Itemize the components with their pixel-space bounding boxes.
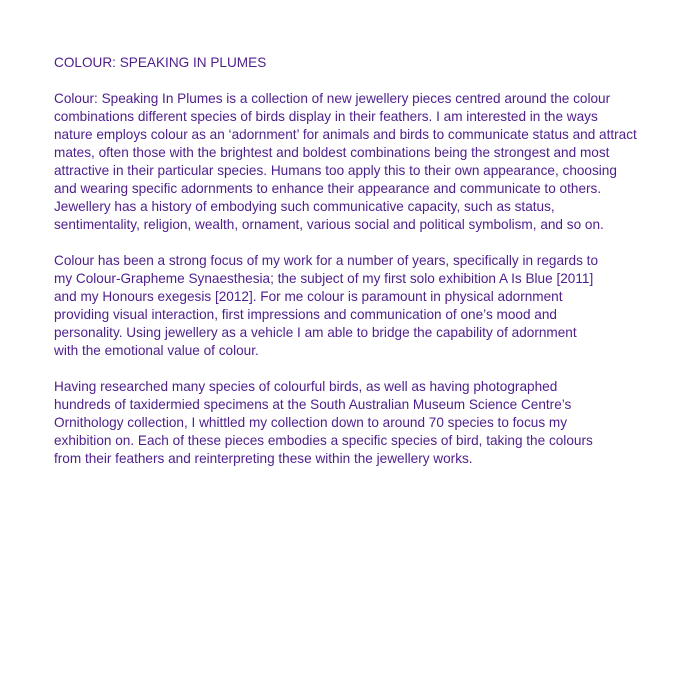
text-line: from their feathers and reinterpreting these within the jewellery works. (54, 451, 473, 466)
paragraph-colour-focus (54, 252, 664, 360)
text-line: personality. Using jewellery as a vehicle I am able to bridge the capability of adornment (54, 325, 577, 340)
text-line: Jewellery has a history of embodying such communicative capacity, such as status, (54, 199, 555, 214)
text-line: Colour has been a strong focus of my work for a number of years, specifically in regards to (54, 253, 599, 268)
text-line: Colour: Speaking In Plumes is a collection of new jewellery pieces centred around the colour (54, 91, 611, 106)
text-line: providing visual interaction, first impressions and communication of one’s mood and (54, 307, 557, 322)
text-line: hundreds of taxidermied specimens at the South Australian Museum Science Centre’s (54, 397, 572, 412)
text-line: my Colour-Grapheme Synaesthesia; the subject of my first solo exhibition A Is Blue [2011] (54, 271, 594, 286)
text-line: mates, often those with the brightest and boldest combinations being the strongest and most (54, 145, 610, 160)
document-page (54, 54, 664, 486)
paragraph-intro (54, 90, 664, 234)
text-line: sentimentality, religion, wealth, ornament, various social and political symbolism, and so on. (54, 217, 604, 232)
text-line: exhibition on. Each of these pieces embodies a specific species of bird, taking the colours (54, 433, 593, 448)
text-line: and wearing specific adornments to enhance their appearance and communicate to others. (54, 181, 602, 196)
text-line: nature employs colour as an ‘adornment’ for animals and birds to communicate status and attract (54, 127, 637, 142)
text-line: and my Honours exegesis [2012]. For me colour is paramount in physical adornment (54, 289, 563, 304)
text-line: attractive in their particular species. Humans too apply this to their own appearance, choosing (54, 163, 617, 178)
paragraph-research (54, 378, 664, 468)
text-line: Having researched many species of colourful birds, as well as having photographed (54, 379, 558, 394)
document-title: COLOUR: SPEAKING IN PLUMES (54, 55, 267, 70)
text-line: combinations different species of birds display in their feathers. I am interested in the ways (54, 109, 598, 124)
text-line: with the emotional value of colour. (54, 343, 259, 358)
text-line: Ornithology collection, I whittled my collection down to around 70 species to focus my (54, 415, 568, 430)
